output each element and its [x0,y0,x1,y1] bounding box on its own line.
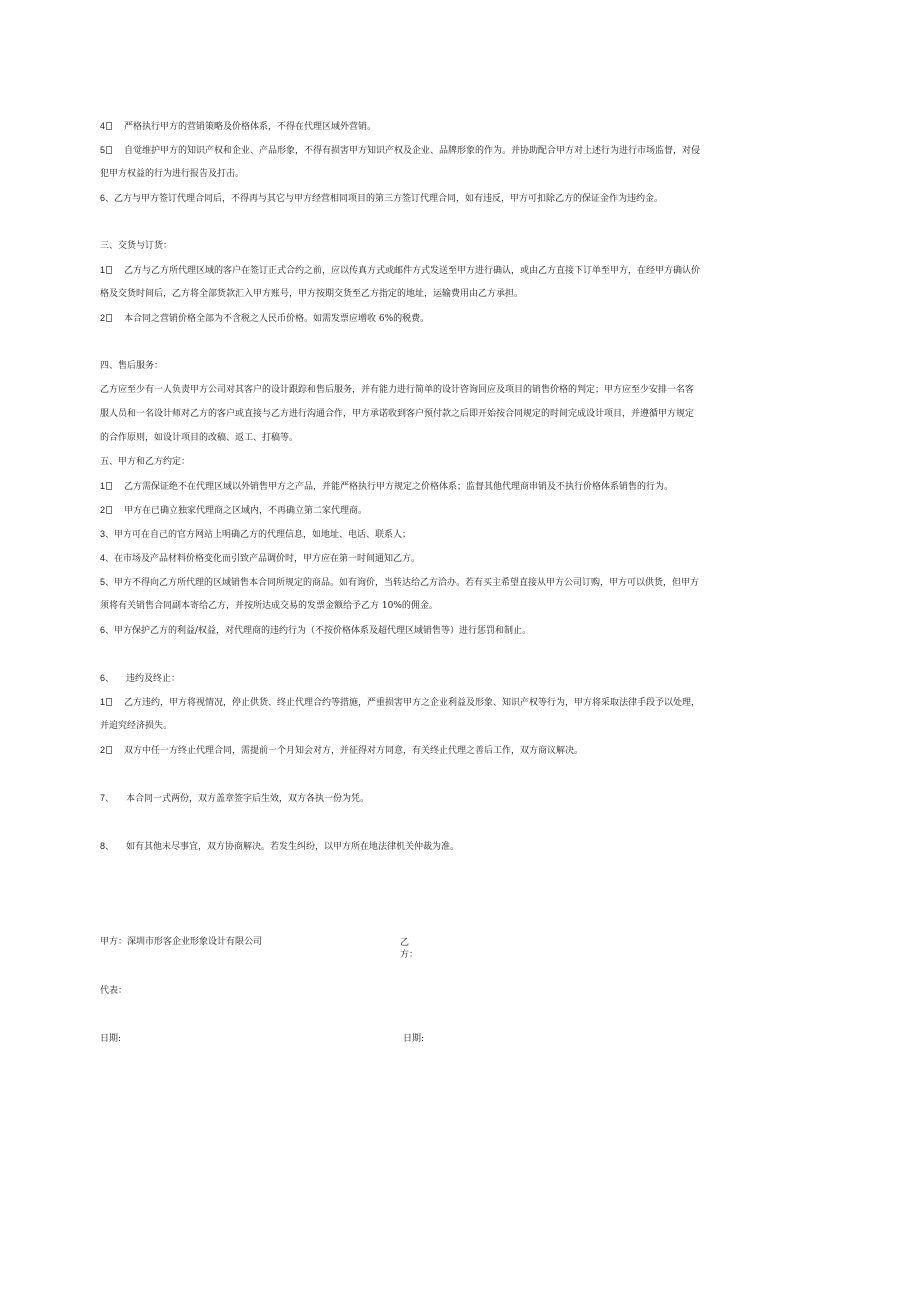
contract-line [100,552,750,565]
contract-line [100,504,750,517]
clause-number: 6 [100,673,106,683]
clause-text: 如有其他未尽事宜，双方协商解决。若发生纠纷，以甲方所在地法律机关仲裁为准。 [126,842,460,852]
clause-text: 犯甲方权益的行为进行报告及打击。 [100,169,245,179]
contract-line [100,576,750,589]
contract-line [100,432,750,444]
missing-glyph-box-icon [106,266,112,274]
clause-number: 1 [100,265,106,275]
contract-line [100,120,750,133]
clause-separator: 、 [105,674,115,684]
missing-glyph-box-icon [106,146,112,154]
missing-glyph-box-icon [106,698,112,706]
contract-line [100,600,750,612]
clause-text: 服人员和一名设计师对乙方的客户或直接与乙方进行沟通合作，甲方承诺收到客户预付款之后即开始按合同规定的时间完成设计项目，并遵循甲方规定 [100,409,695,419]
missing-glyph-box-icon [106,122,112,130]
clause-number: 5 [100,577,106,587]
clause-separator: 、 [105,842,115,852]
clause-number: 5 [100,145,106,155]
clause-separator: 、 [105,794,115,804]
contract-line [100,144,750,157]
contract-line [100,384,750,396]
party-b-date-label: 日期: [403,1034,425,1044]
contract-line [100,408,750,420]
contract-line [100,288,750,300]
contract-line [100,312,750,325]
clause-text: 、在市场及产品材料价格变化而引致产品调价时，甲方应在第一时间通知乙方。 [105,554,421,564]
clause-number: 6 [100,625,106,635]
clause-text: 五、甲方和乙方约定： [100,457,191,467]
clause-number: 1 [100,481,106,491]
contract-line [100,744,750,757]
clause-number: 2 [100,313,106,323]
clause-number: 8 [100,841,106,851]
clause-number: 2 [100,505,106,515]
clause-text: 本合同一式两份，双方盖章签字后生效，双方各执一份为凭。 [126,794,370,804]
clause-text: 本合同之营销价格全部为不含税之人民币价格。如需发票应增收 6%的税费。 [124,314,430,324]
clause-number: 3 [100,529,106,539]
contract-line [100,840,750,853]
contract-line [100,792,750,805]
clause-text: 、甲方可在自己的官方网站上明确乙方的代理信息，如地址、电话、联系人； [105,530,412,540]
contract-line [100,264,750,277]
contract-line [100,240,750,252]
clause-text: 三、交货与订货： [100,241,173,251]
clause-number: 2 [100,745,106,755]
clause-text: 四、售后服务： [100,361,164,371]
clause-text: 、乙方与甲方签订代理合同后，不得再与其它与甲方经营相同项目的第三方签订代理合同，如有违反，甲方可扣除乙方的保证金作为违约金。 [105,194,664,204]
clause-number: 7 [100,793,106,803]
missing-glyph-box-icon [106,314,112,322]
clause-text: 自觉维护甲方的知识产权和企业、产品形象，不得有损害甲方知识产权及企业、品牌形象的作为。并协助配合甲方对上述行为进行市场监督，对侵 [124,146,701,156]
missing-glyph-box-icon [106,746,112,754]
contract-line [100,480,750,493]
contract-line [100,360,750,372]
contract-line [100,456,750,468]
contract-line [100,528,750,541]
clause-text: 乙方需保证绝不在代理区域以外销售甲方之产品，并能严格执行甲方规定之价格体系；监督其他代理商串销及不执行价格体系销售的行为。 [124,482,674,492]
missing-glyph-box-icon [106,506,112,514]
contract-line [100,168,750,180]
contract-line [100,624,750,637]
clause-number: 6 [100,193,106,203]
clause-text: 严格执行甲方的营销策略及价格体系，不得在代理区域外营销。 [124,122,377,132]
clause-text: 、甲方不得向乙方所代理的区域销售本合同所规定的商品。如有询价，当转达给乙方洽办。若有买主希望直接从甲方公司订购，甲方可以供货，但甲方 [105,578,700,588]
party-a-signature-label: 甲方：深圳市形客企业形象设计有限公司 [100,937,263,947]
contract-line [100,720,750,732]
contract-line [100,192,750,205]
clause-text: 、甲方保护乙方的利益/权益，对代理商的违约行为（不按价格体系及超代理区域销售等）进行惩罚和制止。 [105,626,532,636]
clause-number: 4 [100,553,106,563]
clause-text: 格及交货时间后，乙方将全部货款汇入甲方账号，甲方按期交货至乙方指定的地址，运输费用由乙方承担。 [100,289,524,299]
clause-text: 的合作原则，如设计项目的改稿、返工、打稿等。 [100,433,299,443]
party-b-signature-label: 乙方： [400,938,419,960]
clause-text: 违约及终止： [126,674,181,684]
clause-text: 乙方应至少有一人负责甲方公司对其客户的设计跟踪和售后服务，并有能力进行简单的设计咨询回应及项目的销售价格的判定；甲方应至少安排一名客 [100,385,695,395]
clause-text: 乙方违约，甲方将视情况，停止供货、终止代理合约等措施，严重损害甲方之企业利益及形象、知识产权等行为，甲方将采取法律手段予以处理， [124,698,701,708]
contract-line [100,696,750,709]
clause-text: 甲方在已确立独家代理商之区域内，不再确立第二家代理商。 [124,506,368,516]
clause-number: 4 [100,121,106,131]
representative-label: 代表： [100,986,128,996]
clause-text: 乙方与乙方所代理区域的客户在签订正式合约之前，应以传真方式或邮件方式发送至甲方进行确认，或由乙方直接下订单至甲方，在经甲方确认价 [124,266,701,276]
clause-text: 双方中任一方终止代理合同，需提前一个月知会对方，并征得对方同意，有关终止代理之善后工作，双方商议解决。 [124,746,584,756]
clause-number: 1 [100,697,106,707]
contract-line [100,672,750,685]
missing-glyph-box-icon [106,482,112,490]
party-a-date-label: 日期: [100,1034,122,1044]
clause-text: 并追究经济损失。 [100,721,173,731]
clause-text: 须将有关销售合同副本寄给乙方，并按所达成交易的发票金额给予乙方 10%的佣金。 [100,601,438,611]
